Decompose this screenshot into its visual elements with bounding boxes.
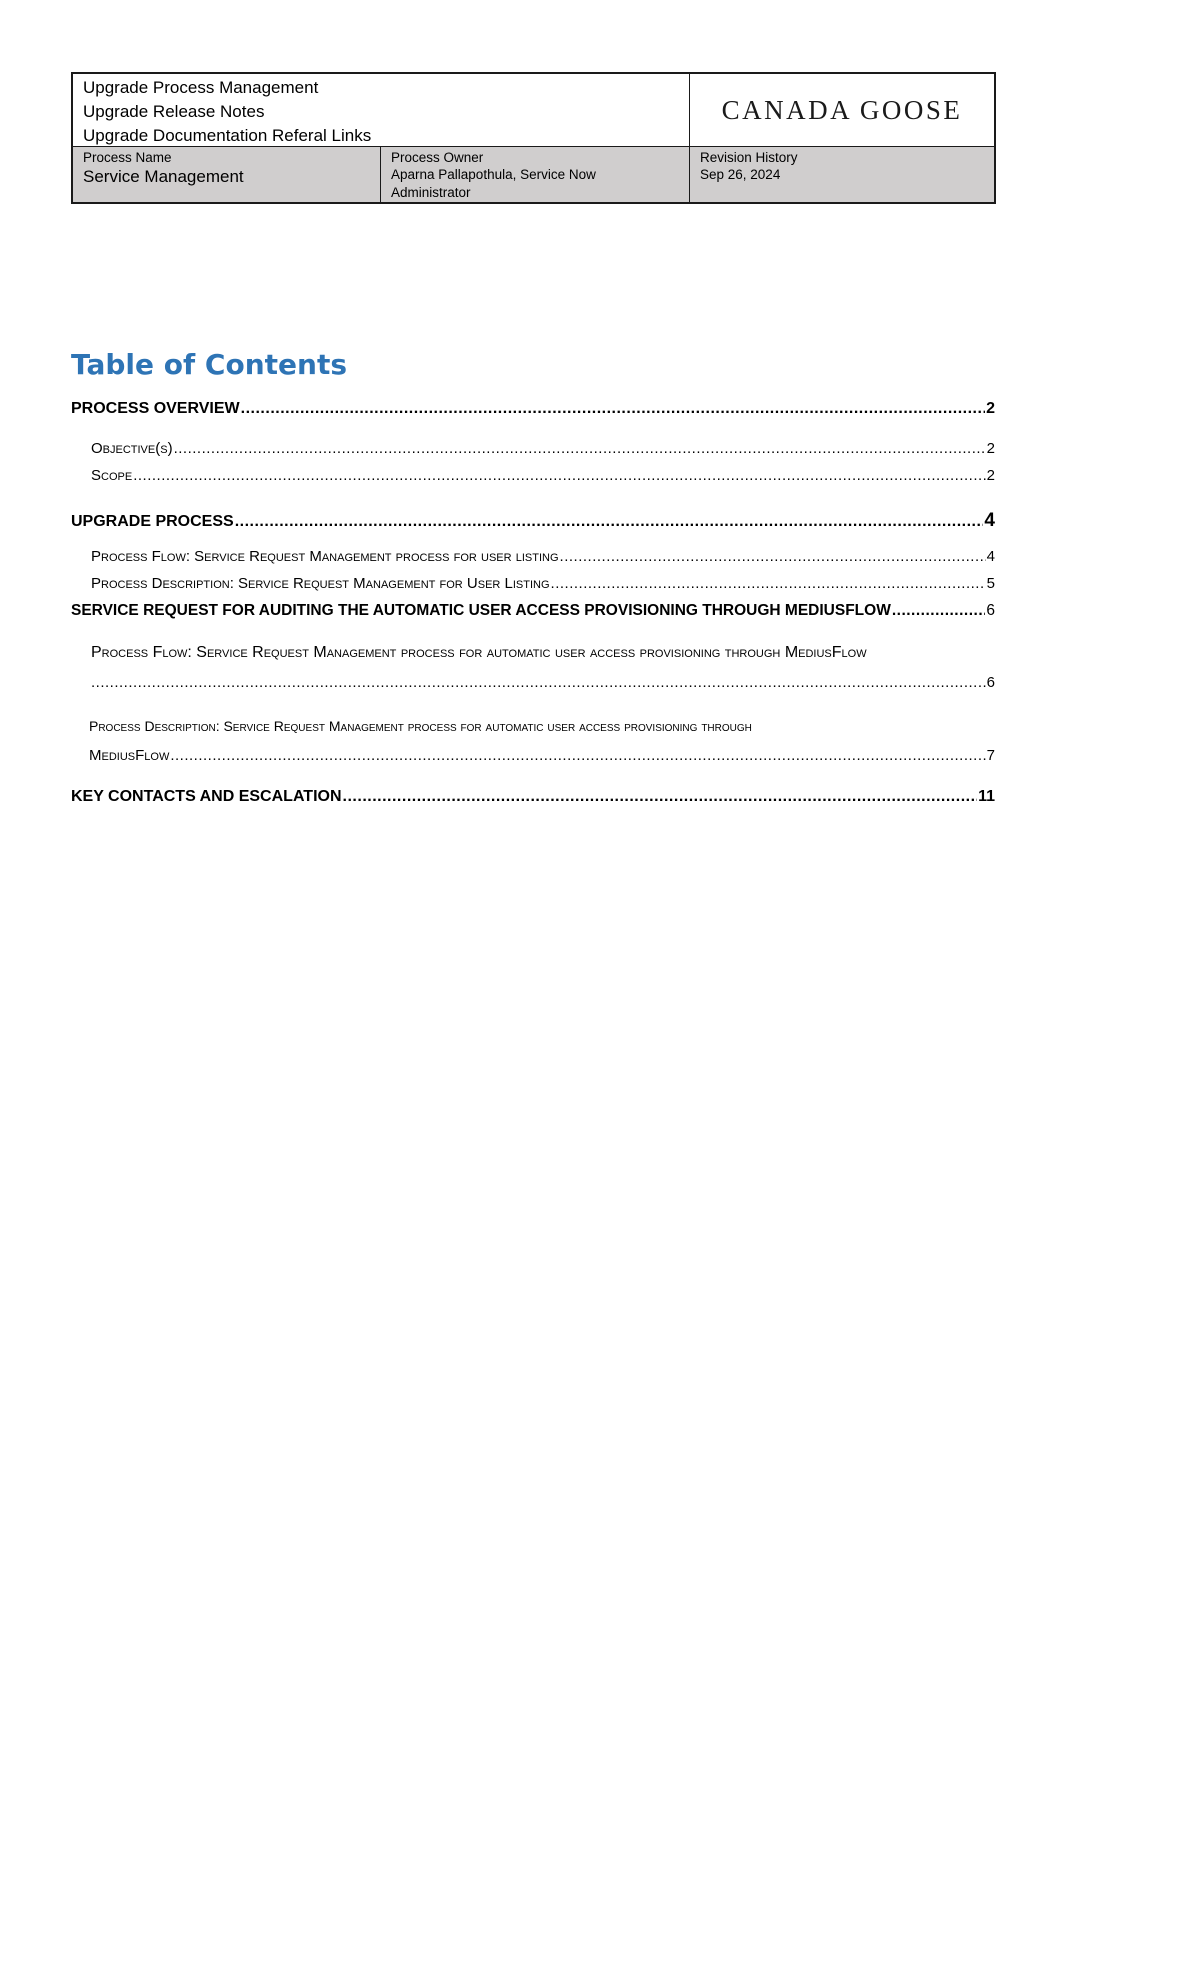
toc-entry-objectives[interactable] [91,440,995,457]
toc-page-number: 4 [986,548,995,565]
toc-page-number: 6 [986,602,995,619]
toc-leader-dots [91,674,986,691]
toc-entry-process-description-mediusflow[interactable] [89,718,752,734]
toc-leader-dots [892,602,986,620]
toc-page-number: 4 [984,510,995,531]
header-line-documentation-links: Upgrade Documentation Referal Links [83,126,372,145]
toc-leader-dots [174,440,986,457]
toc-entry-label: KEY CONTACTS AND ESCALATION [71,788,342,805]
toc-entry-process-flow-mediusflow-leader[interactable] [91,674,995,691]
toc-entry-process-description-mediusflow-line2[interactable] [89,747,995,764]
toc-entry-process-overview[interactable] [71,400,995,418]
toc-entry-label: Process Description: Service Request Management process for automatic user access provisioning through [89,718,752,734]
process-owner-label: Process Owner [391,150,484,165]
process-name-cell [73,147,381,202]
toc-entry-label: Scope [91,467,133,484]
toc-leader-dots [133,467,985,484]
process-owner-value-line1: Aparna Pallapothula, Service Now [391,167,596,182]
header-title-cell [73,74,690,146]
header-line-process-management: Upgrade Process Management [83,78,319,97]
toc-entry-label: PROCESS OVERVIEW [71,400,240,417]
document-header-table [71,72,996,204]
header-line-release-notes: Upgrade Release Notes [83,102,265,121]
company-logo: CANADA GOOSE [721,94,963,125]
process-owner-cell [381,147,690,202]
toc-entry-label: SERVICE REQUEST FOR AUDITING THE AUTOMATIC USER ACCESS PROVISIONING THROUGH MEDIUSFLOW [71,602,891,619]
toc-entry-key-contacts[interactable] [71,788,995,806]
toc-entry-label: Objective(s) [91,440,173,457]
toc-leader-dots [551,575,986,592]
toc-page-number: 6 [986,674,995,691]
toc-entry-service-request-auditing[interactable] [71,602,995,620]
toc-entry-label: MediusFlow [89,747,170,764]
toc-page-number: 2 [986,400,995,417]
toc-page-number: 11 [978,788,995,805]
toc-entry-label: Process Flow: Service Request Management process for automatic user access provisioning through MediusFlow [91,644,867,661]
toc-title: Table of Contents [71,348,348,381]
process-name-value: Service Management [83,167,244,186]
toc-entry-scope[interactable] [91,467,995,484]
revision-history-cell [690,147,994,202]
toc-page-number: 2 [986,467,995,484]
toc-leader-dots [170,747,985,764]
header-info-row [73,146,994,202]
toc-entry-label: Process Description: Service Request Management for User Listing [91,575,550,592]
toc-page-number: 5 [986,575,995,592]
toc-leader-dots [235,513,984,531]
toc-entry-upgrade-process[interactable] [71,510,995,532]
toc-entry-process-description-user-listing[interactable] [91,575,995,592]
toc-leader-dots [560,548,986,565]
header-logo-cell [690,74,994,146]
process-name-label: Process Name [83,150,172,165]
toc-page-number: 2 [986,440,995,457]
toc-entry-label: UPGRADE PROCESS [71,513,234,530]
toc-entry-label: Process Flow: Service Request Management process for user listing [91,548,559,565]
toc-page-number: 7 [986,747,995,764]
toc-entry-process-flow-user-listing[interactable] [91,548,995,565]
revision-history-value: Sep 26, 2024 [700,167,781,182]
revision-history-label: Revision History [700,150,798,165]
toc-entry-process-flow-mediusflow[interactable] [91,644,867,662]
toc-leader-dots [343,788,978,806]
process-owner-value-line2: Administrator [391,185,471,200]
toc-leader-dots [241,400,985,418]
